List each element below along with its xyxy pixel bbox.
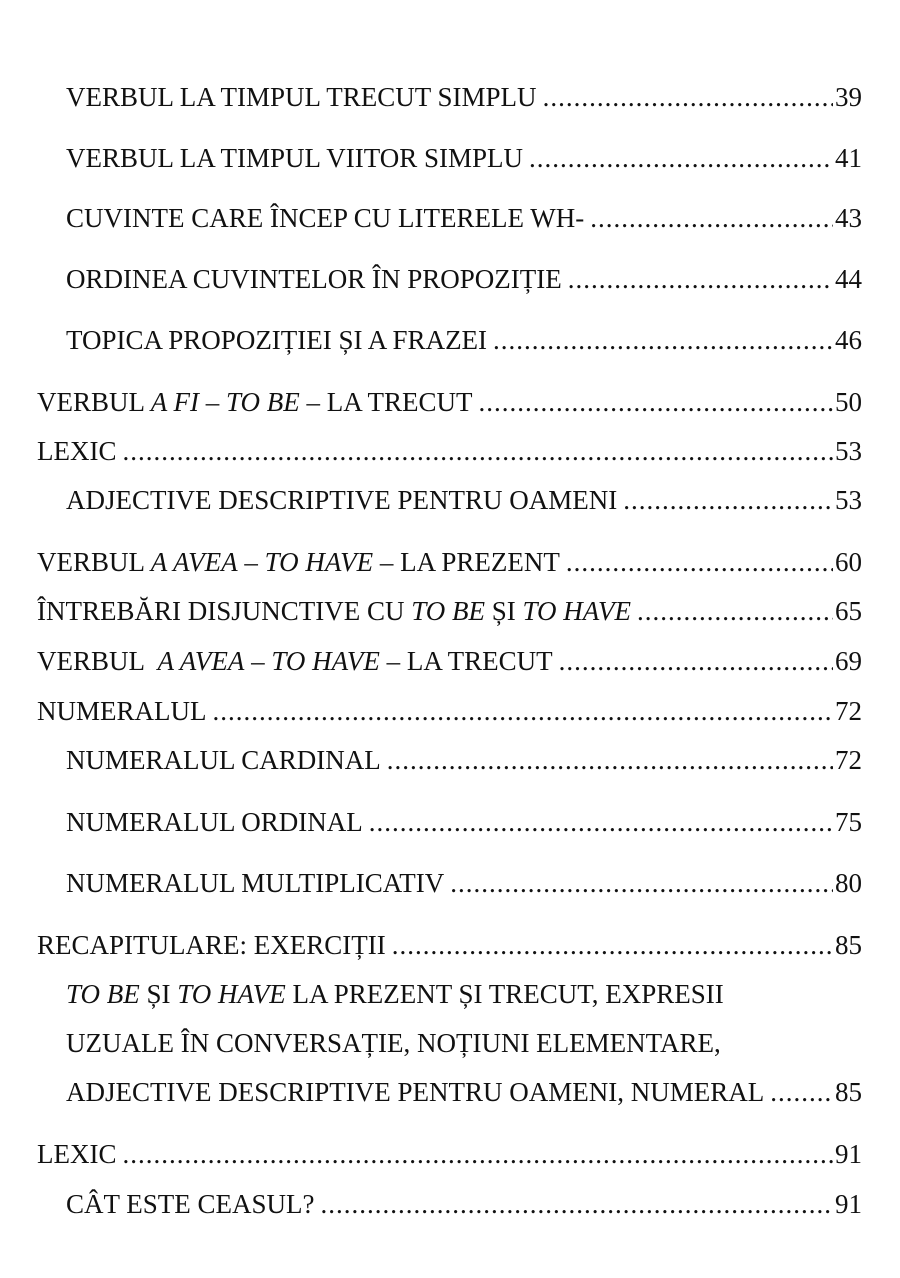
- toc-page-number: 85: [835, 930, 862, 960]
- dot-leader: [623, 483, 833, 517]
- toc-page-number: 41: [835, 143, 862, 173]
- toc-page-number: 60: [835, 547, 862, 577]
- dot-leader: [450, 866, 833, 900]
- dot-leader: [637, 594, 833, 628]
- toc-page-number: 46: [835, 325, 862, 355]
- toc-entry[interactable]: [37, 928, 862, 962]
- toc-entry-title: VERBUL A AVEA – TO HAVE – LA TRECUT: [37, 646, 553, 676]
- toc-entry[interactable]: [37, 694, 862, 728]
- dot-leader: [122, 434, 833, 468]
- toc-page-number: 91: [835, 1139, 862, 1169]
- toc-entry-title: VERBUL A FI – TO BE – LA TRECUT: [37, 387, 473, 417]
- toc-entry[interactable]: [66, 483, 862, 517]
- toc-entry-title: ADJECTIVE DESCRIPTIVE PENTRU OAMENI, NUMERAL: [66, 1077, 765, 1107]
- dot-leader: [387, 743, 833, 777]
- toc-page-number: 53: [835, 436, 862, 466]
- toc-page-number: 75: [835, 807, 862, 837]
- toc-page-number: 72: [835, 745, 862, 775]
- toc-page-number: 50: [835, 387, 862, 417]
- toc-page-number: 65: [835, 596, 862, 626]
- toc-entry-title: NUMERALUL ORDINAL: [66, 807, 363, 837]
- toc-entry-title: CÂT ESTE CEASUL?: [66, 1189, 315, 1219]
- toc-entry-title: LEXIC: [37, 1139, 117, 1169]
- toc-entry[interactable]: [66, 141, 862, 175]
- toc-entry-title: ÎNTREBĂRI DISJUNCTIVE CU TO BE ȘI TO HAVE: [37, 596, 631, 626]
- toc-entry-title: LEXIC: [37, 436, 117, 466]
- toc-page-number: 53: [835, 485, 862, 515]
- dot-leader: [568, 262, 833, 296]
- toc-entry[interactable]: [66, 323, 862, 357]
- toc-page-number: 39: [835, 82, 862, 112]
- toc-entry[interactable]: [66, 1187, 862, 1221]
- dot-leader: [213, 694, 834, 728]
- toc-page-number: 44: [835, 264, 862, 294]
- toc-page-number: 85: [835, 1077, 862, 1107]
- dot-leader: [122, 1137, 833, 1171]
- toc-entry-title: CUVINTE CARE ÎNCEP CU LITERELE WH-: [66, 203, 585, 233]
- toc-entry-title: VERBUL A AVEA – TO HAVE – LA PREZENT: [37, 547, 560, 577]
- toc-page-number: 80: [835, 868, 862, 898]
- dot-leader: [590, 201, 833, 235]
- dot-leader: [392, 928, 833, 962]
- toc-subentry-line: TO BE ȘI TO HAVE LA PREZENT ȘI TRECUT, EXPRESII: [66, 979, 724, 1009]
- toc-entry[interactable]: [66, 743, 862, 777]
- toc-entry-title: NUMERALUL MULTIPLICATIV: [66, 868, 445, 898]
- toc-entry[interactable]: [66, 262, 862, 296]
- toc-entry-title: TOPICA PROPOZIȚIEI ȘI A FRAZEI: [66, 325, 488, 355]
- toc-entry[interactable]: [66, 201, 862, 235]
- toc-entry-title: VERBUL LA TIMPUL TRECUT SIMPLU: [66, 82, 537, 112]
- toc-entry[interactable]: [66, 805, 862, 839]
- dot-leader: [770, 1075, 833, 1109]
- dot-leader: [529, 141, 833, 175]
- dot-leader: [369, 805, 833, 839]
- dot-leader: [321, 1187, 834, 1221]
- dot-leader: [493, 323, 833, 357]
- toc-page-number: 43: [835, 203, 862, 233]
- toc-entry-title: ADJECTIVE DESCRIPTIVE PENTRU OAMENI: [66, 485, 618, 515]
- toc-entry-title: VERBUL LA TIMPUL VIITOR SIMPLU: [66, 143, 524, 173]
- toc-entry[interactable]: [66, 866, 862, 900]
- toc-entry[interactable]: [66, 1075, 862, 1109]
- toc-entry[interactable]: [37, 594, 862, 628]
- toc-entry[interactable]: [66, 80, 862, 114]
- toc-entry-title: NUMERALUL: [37, 696, 207, 726]
- toc-entry[interactable]: [37, 385, 862, 419]
- toc-entry[interactable]: [37, 644, 862, 678]
- toc-entry[interactable]: [37, 545, 862, 579]
- toc-entry-title: RECAPITULARE: EXERCIȚII: [37, 930, 386, 960]
- toc-entry[interactable]: [37, 434, 862, 468]
- toc-entry[interactable]: [37, 1137, 862, 1171]
- dot-leader: [543, 80, 833, 114]
- toc-subentry-line: UZUALE ÎN CONVERSAȚIE, NOȚIUNI ELEMENTARE,: [66, 1028, 721, 1058]
- dot-leader: [559, 644, 833, 678]
- toc-entry-title: NUMERALUL CARDINAL: [66, 745, 381, 775]
- toc-entry-title: ORDINEA CUVINTELOR ÎN PROPOZIȚIE: [66, 264, 562, 294]
- toc-page-number: 69: [835, 646, 862, 676]
- toc-page-number: 91: [835, 1189, 862, 1219]
- dot-leader: [479, 385, 833, 419]
- toc-page-number: 72: [835, 696, 862, 726]
- dot-leader: [566, 545, 833, 579]
